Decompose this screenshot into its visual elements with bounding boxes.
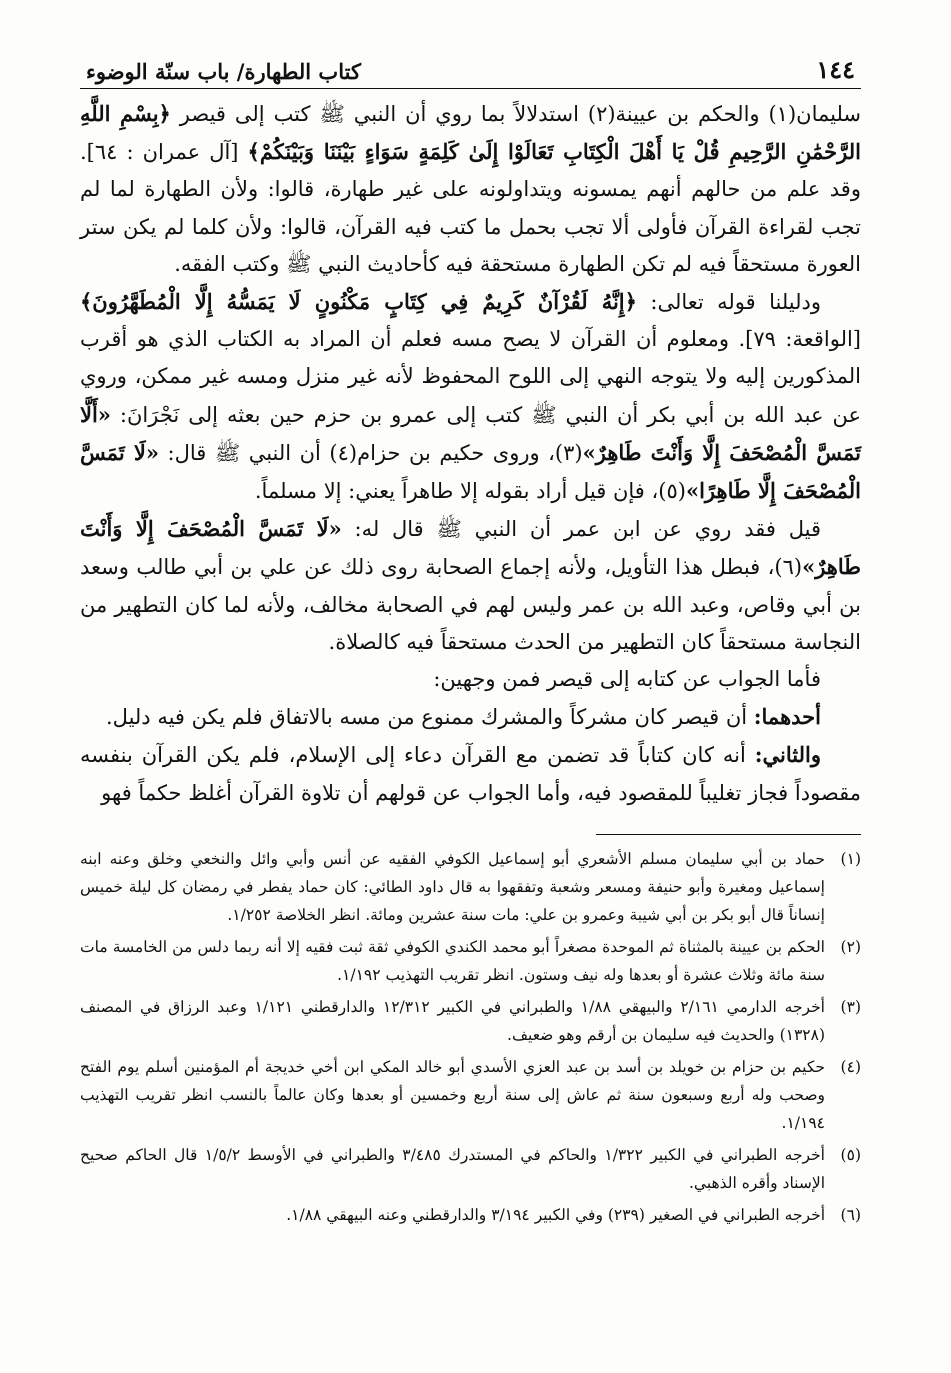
paragraph-2 <box>80 283 861 510</box>
quran-verse: ﴿بِسْمِ اللَّهِ الرَّحْمَٰنِ الرَّحِيمِ قُلْ يَا أَهْلَ الْكِتَابِ تَعَالَوْا إِلَىٰ كَلِمَةٍ سَوَاءٍ بَيْنَنَا وَبَيْنَكُمْ﴾ <box>80 101 861 165</box>
hadith-quote: «لَا تَمَسَّ الْمُصْحَفَ إِلَّا طَاهِرًا» <box>80 439 861 504</box>
footnote-number: (١) <box>840 849 861 868</box>
page-number: ١٤٤ <box>816 55 855 84</box>
footnote-text: حكيم بن حزام بن خويلد بن أسد بن عبد العزي الأسدي أبو خالد المكي ابن أخي خديجة أم المؤمنين أسلم يوم الفتح وصحب وله أربع وسبعون سنة ثم عاش إلى سنة أربع وخمسين أو بعدها وكان عالماً بالنسب انظر تقريب التهذيب ١/١٩٤. <box>80 1057 825 1132</box>
footnote-text: أخرجه الطبراني في الصغير (٢٣٩) وفي الكبير ٣/١٩٤ والدارقطني وعنه البيهقي ١/٨٨. <box>286 1205 825 1224</box>
footnote <box>80 1141 861 1197</box>
text-run: أن قيصر كان مشركاً والمشرك ممنوع من مسه بالاتفاق فلم يكن فيه دليل. <box>105 705 754 730</box>
footnote <box>80 993 861 1049</box>
book-page <box>80 50 861 1373</box>
footnote-number: (٢) <box>840 937 861 956</box>
hadith-quote: «لَا تَمَسَّ الْمُصْحَفَ إِلَّا وَأَنْتَ طَاهِرٌ» <box>80 516 861 580</box>
footnote <box>80 845 861 929</box>
text-run: (٦)، فبطل هذا التأويل، ولأنه إجماع الصحابة روى ذلك عن علي بن أبي طالب وسعد بن أبي وقاص، وعبد الله بن عمر وليس لهم في الصحابة مخالف، ولأنه لما كان التطهير من النجاسة مستحقاً كان التطهير من الحدث مستحقاً فيه كالصلاة. <box>80 555 861 654</box>
running-title: كتاب الطهارة/ باب سنّة الوضوء <box>86 59 361 84</box>
text-run: ودليلنا قوله تعالى: <box>636 290 822 315</box>
point-label: والثاني: <box>754 742 821 768</box>
paragraph-6 <box>80 736 861 811</box>
text-run: أنه كان كتاباً قد تضمن مع القرآن دعاء إلى الإسلام، فلم يكن القرآن بنفسه مقصوداً فجاز تغليباً للمقصود فيه، وأما الجواب عن قولهم أن تلاوة القرآن أغلظ حكماً فهو <box>80 743 861 805</box>
footnote-text: أخرجه الدارمي ٢/١٦١ والبيهقي ١/٨٨ والطبراني في الكبير ١٢/٣١٢ والدارقطني ١/١٢١ وعبد الرزاق في المصنف (١٣٢٨) والحديث فيه سليمان بن أرقم وهو ضعيف. <box>80 997 825 1044</box>
point-label: أحدهما: <box>753 704 821 730</box>
text-run: (٣)، وروى حكيم بن حزام(٤) أن النبي ﷺ قال: <box>159 440 583 465</box>
footnote-number: (٥) <box>840 1145 861 1164</box>
footnote-number: (٤) <box>840 1057 861 1076</box>
footnote <box>80 1201 861 1229</box>
paragraph-5 <box>80 698 861 736</box>
text-run: (٥)، فإن قيل أراد بقوله إلا طاهراً يعني: إلا مسلماً. <box>254 479 686 504</box>
footnote-number: (٦) <box>840 1205 861 1224</box>
footnote <box>80 933 861 989</box>
footnote-number: (٣) <box>840 997 861 1016</box>
main-text <box>80 95 861 812</box>
paragraph-3 <box>80 510 861 661</box>
paragraph-4: فأما الجواب عن كتابه إلى قيصر فمن وجهين: <box>433 667 821 692</box>
footnote-text: حماد بن أبي سليمان مسلم الأشعري أبو إسماعيل الكوفي الفقيه عن أنس وأبي وائل والنخعي وخلق وعنه ابنه إسماعيل ومغيرة وأبو حنيفة ومسعر وشعبة وتفقهوا به قال داود الطائي: كان حماد يفطر في رمضان كل ليلة خميس إنساناً قال أبو بكر بن أبي شيبة وعمرو بن علي: مات سنة عشرين ومائة. انظر الخلاصة ١/٢٥٢. <box>80 849 825 924</box>
text-run: [الواقعة: ٧٩]. ومعلوم أن القرآن لا يصح مسه فعلم أن المراد به الكتاب الذي هو أقرب المذكورين إليه ولا يتوجه النهي إلى اللوح المحفوظ لأنه غير منزل ومسه غير ممكن، وروي عن عبد الله بن أبي بكر أن النبي ﷺ كتب إلى عمرو بن حزم حين بعثه إلى نَجْرَانَ: <box>80 327 861 427</box>
footnote-text: أخرجه الطبراني في الكبير ١/٣٢٢ والحاكم في المستدرك ٣/٤٨٥ والطبراني في الأوسط ١/٥/٢ قال الحاكم صحيح الإسناد وأقره الذهبي. <box>80 1145 825 1192</box>
page-header <box>80 50 861 89</box>
hadith-quote: «أَلَّا تَمَسَّ الْمُصْحَفَ إِلَّا وَأَنْتَ طَاهِرٌ» <box>80 401 862 465</box>
text-run: [آل عمران : ٦٤]. وقد علم من حالهم أنهم يمسونه ويتداولونه على غير طهارة، قالوا: ولأن الطهارة لما لم تجب لقراءة القرآن فأولى ألا تجب بحمل ما كتب فيه القرآن، قالوا: ولأن كلما لم يكن ستر العورة مستحقاً فيه لم تكن الطهارة مستحقة فيه كأحاديث النبي ﷺ وكتب الفقه. <box>80 140 861 276</box>
paragraph-1 <box>80 95 861 283</box>
footnotes <box>80 845 861 1229</box>
quran-verse: ﴿إِنَّهُ لَقُرْآنٌ كَرِيمٌ فِي كِتَابٍ مَكْنُونٍ لَا يَمَسُّهُ إِلَّا الْمُطَهَّرُونَ﴾ <box>80 289 637 315</box>
text-run: سليمان(١) والحكم بن عيينة(٢) استدلالاً بما روي أن النبي ﷺ كتب إلى قيصر <box>170 102 861 126</box>
footnote-text: الحكم بن عيينة بالمثناة ثم الموحدة مصغراً أبو محمد الكندي الكوفي ثقة ثبت فقيه إلا أنه ربما دلس من الخامسة مات سنة مائة وثلاث عشرة أو بعدها وله نيف وستون. انظر تقريب التهذيب ١/١٩٢. <box>80 937 825 984</box>
footnote <box>80 1053 861 1137</box>
footnote-separator <box>596 834 861 835</box>
text-run: قيل فقد روي عن ابن عمر أن النبي ﷺ قال له: <box>341 517 821 542</box>
